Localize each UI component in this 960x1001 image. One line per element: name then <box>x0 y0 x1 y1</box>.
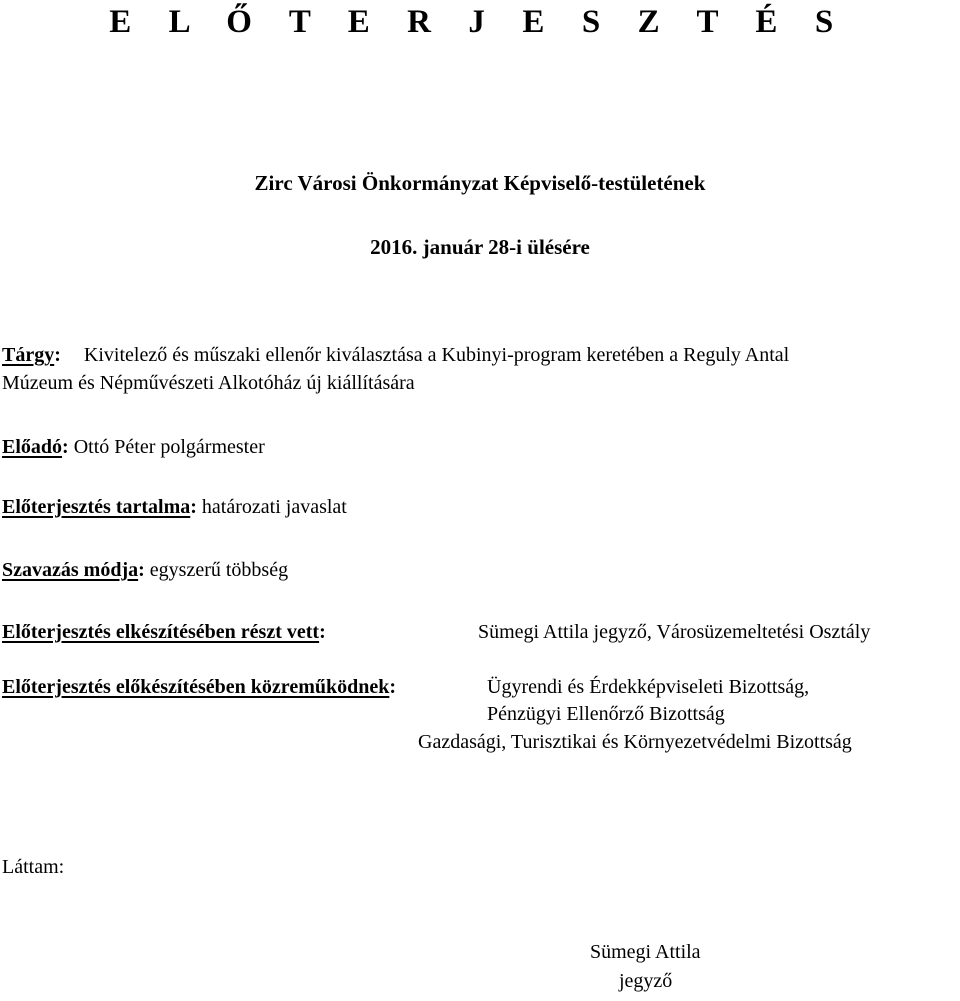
contributor-3: Gazdasági, Turisztikai és Környezetvédelmi Bizottság <box>418 731 852 753</box>
presenter-label: Előadó <box>2 436 63 458</box>
presenter-value: Ottó Péter polgármester <box>73 436 265 458</box>
voting-label: Szavazás módja <box>2 559 139 581</box>
content-label: Előterjesztés tartalma <box>2 496 191 518</box>
contributor-2: Pénzügyi Ellenőrző Bizottság <box>487 703 725 725</box>
contributor-1: Ügyrendi és Érdekképviseleti Bizottság, <box>487 676 810 698</box>
contributors-label: Előterjesztés előkészítésében közreműködnek <box>2 676 390 698</box>
document-title: E L Ő T E R J E S Z T É S <box>109 4 848 40</box>
signature-name: Sümegi Attila <box>590 941 701 963</box>
content-line: Előterjesztés tartalma: határozati javaslat <box>2 496 347 518</box>
seen-label: Láttam: <box>2 856 65 878</box>
presenter-line: Előadó: Ottó Péter polgármester <box>2 436 265 458</box>
subject-text-1: Kivitelező és műszaki ellenőr kiválasztása a Kubinyi-program keretében a Reguly Antal <box>83 344 790 366</box>
content-value: határozati javaslat <box>201 496 347 518</box>
heading-council: Zirc Városi Önkormányzat Képviselő-testületének <box>254 171 706 195</box>
subject-text-2: Múzeum és Népművészeti Alkotóház új kiállítására <box>2 372 415 394</box>
prepared-by-value: Sümegi Attila jegyző, Városüzemeltetési Osztály <box>478 621 871 643</box>
voting-value: egyszerű többség <box>149 559 289 581</box>
subject-line: Tárgy: Kivitelező és műszaki ellenőr kiválasztása a Kubinyi-program keretében a Reguly Antal <box>2 344 790 366</box>
heading-meeting-date: 2016. január 28-i ülésére <box>370 235 590 259</box>
subject-label: Tárgy <box>2 344 55 366</box>
contributors-line: Előterjesztés előkészítésében közreműködnek: <box>2 676 397 698</box>
prepared-by-line: Előterjesztés elkészítésében részt vett: <box>2 621 326 643</box>
prepared-by-label: Előterjesztés elkészítésében részt vett <box>2 621 320 643</box>
signature-role: jegyző <box>619 970 673 992</box>
voting-line: Szavazás módja: egyszerű többség <box>2 559 289 581</box>
